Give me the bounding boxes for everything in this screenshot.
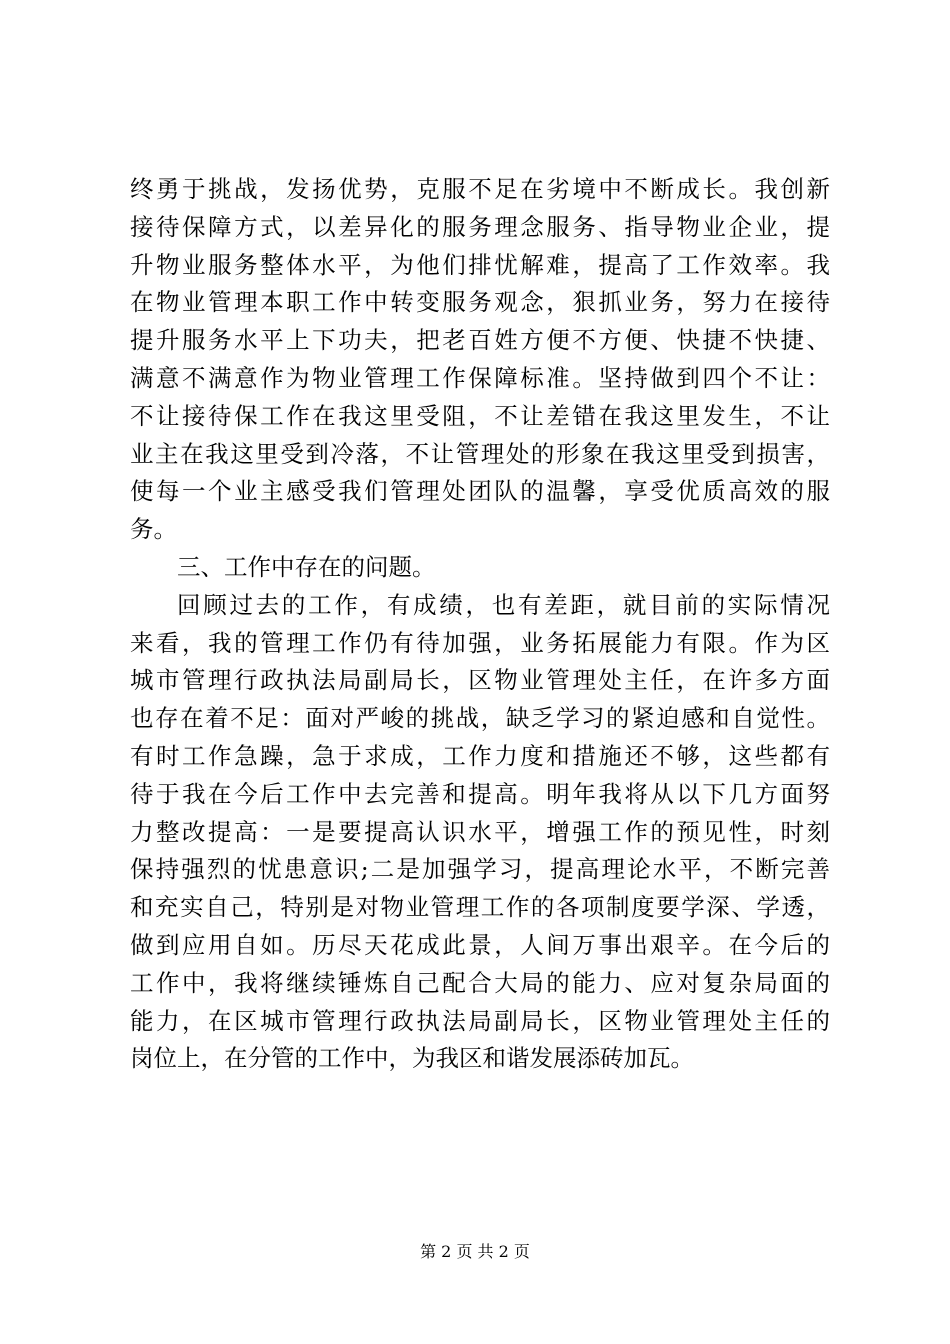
text-line: 城市管理行政执法局副局长，区物业管理处主任，在许多方面 [130,666,830,695]
text-line: 不让接待保工作在我这里受阻，不让差错在我这里发生，不让 [130,401,830,430]
text-line: 终勇于挑战，发扬优势，克服不足在劣境中不断成长。我创新 [130,175,830,203]
text-line: 务。 [130,515,177,544]
text-line: 有时工作急躁，急于求成，工作力度和措施还不够，这些都有 [130,741,830,770]
text-line: 也存在着不足：面对严峻的挑战，缺乏学习的紧迫感和自觉性。 [130,704,830,733]
paragraph-1 [130,171,830,549]
text-line: 和充实自己，特别是对物业管理工作的各项制度要学深、学透， [130,893,830,922]
text-line: 工作中，我将继续锤炼自己配合大局的能力、应对复杂局面的 [130,968,830,997]
paragraph-2 [130,587,830,1078]
text-line: 使每一个业主感受我们管理处团队的温馨，享受优质高效的服 [130,477,830,506]
text-line: 回顾过去的工作，有成绩，也有差距，就目前的实际情况 [177,590,830,619]
text-line: 升物业服务整体水平，为他们排忧解难，提高了工作效率。我 [130,250,830,279]
text-line: 业主在我这里受到冷落，不让管理处的形象在我这里受到损害， [130,439,830,468]
section-heading: 三、工作中存在的问题。 [177,552,436,581]
page-number-footer: 第 2 页 共 2 页 [420,1242,530,1261]
text-line: 满意不满意作为物业管理工作保障标准。坚持做到四个不让： [130,363,830,392]
text-line: 在物业管理本职工作中转变服务观念，狠抓业务，努力在接待 [130,288,830,317]
text-line: 力整改提高：一是要提高认识水平，增强工作的预见性，时刻 [130,817,830,846]
text-line: 待于我在今后工作中去完善和提高。明年我将从以下几方面努 [130,779,830,808]
text-line: 能力，在区城市管理行政执法局副局长，区物业管理处主任的 [130,1006,830,1035]
text-line: 保持强烈的忧患意识;二是加强学习，提高理论水平，不断完善 [130,855,830,884]
text-line: 做到应用自如。历尽天花成此景，人间万事出艰辛。在今后的 [130,930,830,959]
text-line: 接待保障方式，以差异化的服务理念服务、指导物业企业，提 [130,212,830,241]
text-line: 岗位上，在分管的工作中，为我区和谐发展添砖加瓦。 [130,1044,694,1073]
text-line: 提升服务水平上下功夫，把老百姓方便不方便、快捷不快捷、 [130,326,830,355]
document-body [130,171,830,1078]
text-line: 来看，我的管理工作仍有待加强，业务拓展能力有限。作为区 [130,628,830,657]
